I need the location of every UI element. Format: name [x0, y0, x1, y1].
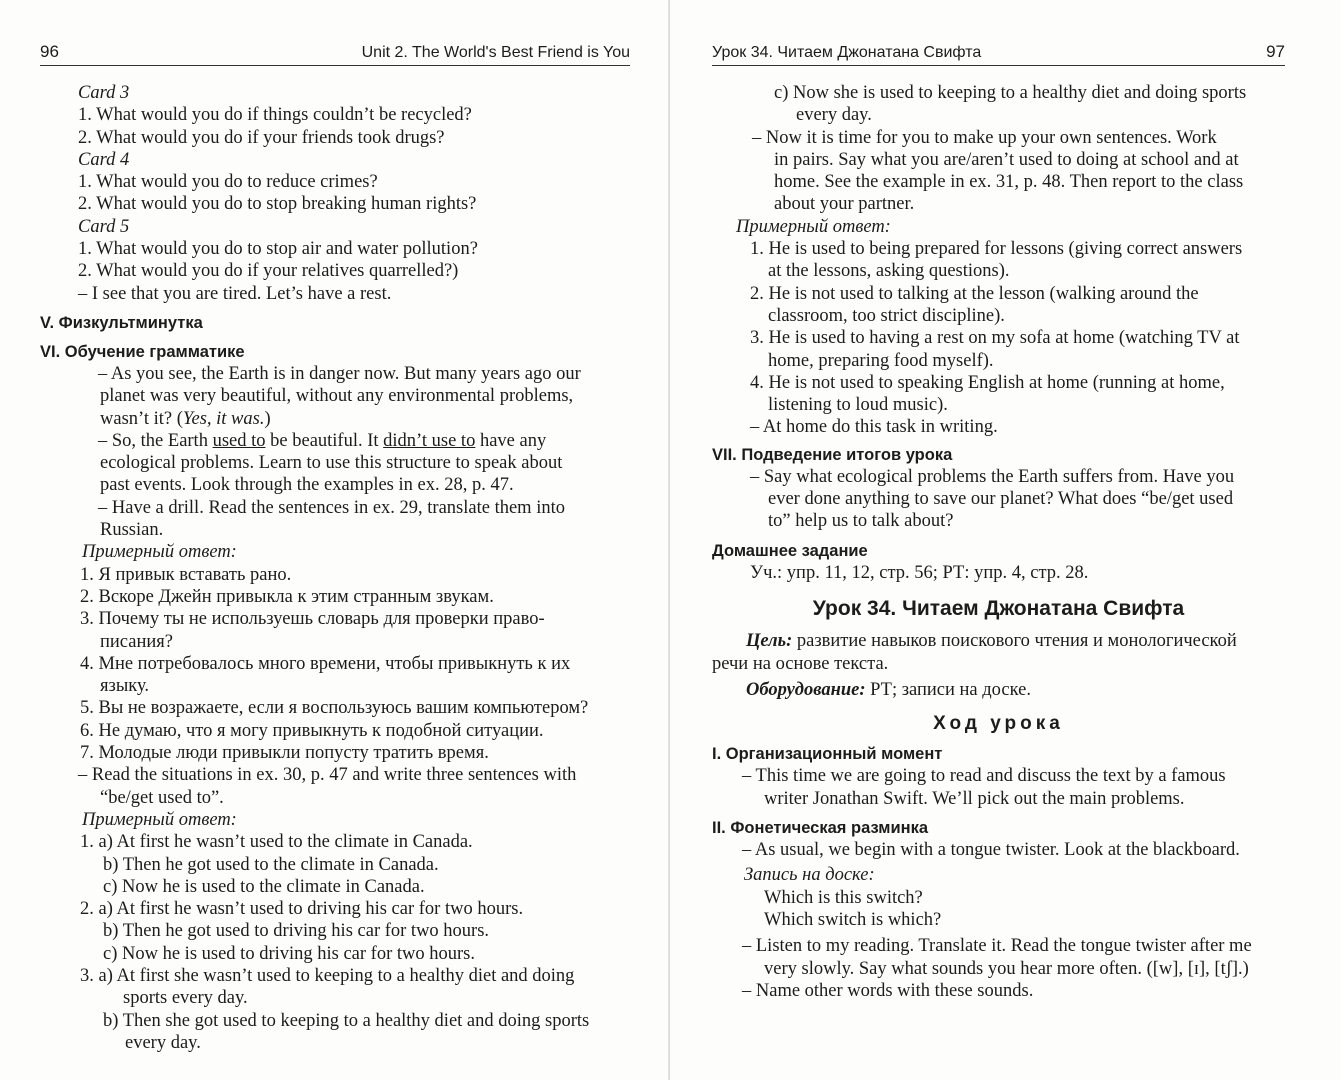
card4-q2: 2. What would you do to stop breaking human rights?: [78, 194, 477, 215]
card5-q1: 1. What would you do to stop air and water pollution?: [78, 239, 478, 260]
answer-3a-line1: 3. a) At first she wasn’t used to keeping to a healthy diet and doing: [80, 965, 575, 986]
para2-text-e: have any: [475, 430, 547, 451]
equipment-label: Оборудование:: [746, 679, 866, 700]
summary-line1: – Say what ecological problems the Earth suffers from. Have you: [750, 466, 1235, 487]
left-running-head: [40, 0, 630, 66]
summary-line3: to” help us to talk about?: [768, 511, 954, 532]
task-line3: home. See the example in ex. 31, p. 48. Then report to the class: [774, 172, 1244, 193]
card5-title: Card 5: [78, 216, 130, 237]
board-label: Запись на доске:: [744, 865, 875, 886]
goal-label: Цель:: [746, 631, 793, 652]
listen-line1: – Listen to my reading. Translate it. Read the tongue twister after me: [742, 936, 1252, 957]
underlined-used-to: used to: [212, 430, 266, 451]
right-page: [670, 0, 1340, 1080]
sample-answer-label-2: Примерный ответ:: [82, 809, 237, 830]
para1-line1: – As you see, the Earth is in danger now. But many years ago our: [98, 363, 581, 384]
org-line2: writer Jonathan Swift. We’ll pick out the main problems.: [764, 788, 1185, 809]
sample-4-line2: listening to loud music).: [768, 395, 948, 416]
ru-sentence-4-line1: 4. Мне потребовалось много времени, чтобы привыкнуть к их: [80, 653, 571, 674]
left-body: [40, 82, 630, 1054]
underlined-didnt-use-to: didn’t use to: [383, 430, 476, 451]
para1-line3: [40, 408, 630, 430]
card5-q2: 2. What would you do if your relatives quarrelled?): [78, 261, 459, 282]
ru-sentence-3-line2: писания?: [100, 631, 173, 652]
section-heading-6: VI. Обучение грамматике: [40, 342, 245, 361]
card4-q1: 1. What would you do to reduce crimes?: [78, 172, 378, 193]
org-line1: – This time we are going to read and discuss the text by a famous: [742, 766, 1226, 787]
ru-sentence-3-line1: 3. Почему ты не используешь словарь для проверки право-: [80, 609, 545, 630]
phonetic-line1: – As usual, we begin with a tongue twister. Look at the blackboard.: [742, 840, 1240, 861]
c-line1: c) Now she is used to keeping to a healthy diet and doing sports: [774, 83, 1247, 103]
sample-4-line1: 4. He is not used to speaking English at home (running at home,: [750, 372, 1225, 393]
sample-answer-label-1: Примерный ответ:: [82, 542, 237, 563]
listen-line2: very slowly. Say what sounds you hear more often. ([w], [ɪ], [tʃ].): [764, 958, 1249, 979]
section-heading-1: I. Организационный момент: [712, 745, 943, 764]
para1-close: ): [264, 408, 271, 429]
section-heading-7: VII. Подведение итогов урока: [712, 445, 953, 464]
answer-3a-line2: sports every day.: [123, 988, 248, 1009]
board-line2: Which switch is which?: [764, 909, 942, 930]
para1-text: wasn’t it? (: [100, 408, 183, 429]
equipment-line: [712, 679, 1285, 701]
answer-3b-line2: every day.: [125, 1032, 201, 1053]
left-page-number: 96: [40, 42, 59, 61]
goal-text: развитие навыков поискового чтения и монологической: [792, 631, 1237, 652]
answer-2a: 2. a) At first he wasn’t used to driving his car for two hours.: [80, 899, 524, 920]
card3-title: Card 3: [78, 83, 130, 103]
para2-text-c: be beautiful. It: [265, 430, 384, 451]
answer-2b: b) Then he got used to driving his car for two hours.: [103, 921, 490, 942]
task-line1: – Now it is time for you to make up your own sentences. Work: [752, 127, 1217, 148]
answer-1a: 1. a) At first he wasn’t used to the climate in Canada.: [80, 832, 473, 853]
ru-sentence-4-line2: языку.: [100, 676, 149, 697]
sample-3-line1: 3. He is used to having a rest on my sofa at home (watching TV at: [750, 328, 1240, 349]
equipment-text: РТ; записи на доске.: [865, 679, 1031, 700]
course-heading: Ход урока: [933, 713, 1064, 735]
section-heading-5: V. Физкультминутка: [40, 313, 203, 332]
ru-sentence-7: 7. Молодые люди привыкли попусту тратить время.: [80, 743, 489, 764]
para1-line2: planet was very beautiful, without any environmental problems,: [100, 386, 574, 407]
para2-text-a: – So, the Earth: [98, 430, 213, 451]
board-line1: Which is this switch?: [764, 887, 923, 908]
c-line2: every day.: [796, 105, 872, 126]
tired-line: – I see that you are tired. Let’s have a rest.: [78, 283, 392, 304]
section-heading-2: II. Фонетическая разминка: [712, 819, 929, 838]
sample-answer-label-3: Примерный ответ:: [736, 216, 891, 237]
para4-line1: – Read the situations in ex. 30, p. 47 and write three sentences with: [78, 765, 577, 786]
answer-1b: b) Then he got used to the climate in Canada.: [103, 854, 439, 875]
para2-line2: ecological problems. Learn to use this structure to speak about: [100, 453, 563, 474]
para4-line2: “be/get used to”.: [100, 787, 224, 808]
card4-title: Card 4: [78, 149, 130, 170]
homework-instruction: – At home do this task in writing.: [750, 417, 998, 438]
left-page: [0, 0, 670, 1080]
para1-italic-answer: Yes, it was.: [182, 408, 265, 429]
sample-2-line1: 2. He is not used to talking at the lesson (walking around the: [750, 283, 1199, 304]
ru-sentence-1: 1. Я привык вставать рано.: [80, 564, 292, 585]
sample-1-line2: at the lessons, asking questions).: [768, 261, 1010, 282]
para2-line1: [40, 430, 630, 452]
sample-1-line1: 1. He is used to being prepared for lessons (giving correct answers: [750, 239, 1243, 260]
task-line2: in pairs. Say what you are/aren’t used to doing at school and at: [774, 149, 1239, 170]
lesson-title: Урок 34. Читаем Джонатана Свифта: [812, 596, 1185, 620]
ru-sentence-2: 2. Вскоре Джейн привыкла к этим странным звукам.: [80, 586, 494, 607]
left-running-title: Unit 2. The World's Best Friend is You: [361, 44, 630, 61]
answer-2c: c) Now he is used to driving his car for two hours.: [103, 943, 475, 964]
answer-1c: c) Now he is used to the climate in Canada.: [103, 876, 425, 897]
right-body: [712, 82, 1285, 1002]
summary-line2: ever done anything to save our planet? What does “be/get used: [768, 489, 1234, 510]
right-page-number: 97: [1266, 42, 1285, 61]
answer-3b-line1: b) Then she got used to keeping to a healthy diet and doing sports: [103, 1010, 590, 1031]
goal-line1: [712, 630, 1285, 652]
card3-q2: 2. What would you do if your friends took drugs?: [78, 127, 445, 148]
card3-q1: 1. What would you do if things couldn’t be recycled?: [78, 105, 472, 126]
homework-text: Уч.: упр. 11, 12, стр. 56; РТ: упр. 4, стр. 28.: [750, 562, 1089, 583]
right-running-head: [712, 0, 1285, 66]
task-line4: about your partner.: [774, 194, 915, 215]
ru-sentence-5: 5. Вы не возражаете, если я воспользуюсь вашим компьютером?: [80, 698, 589, 719]
right-running-title: Урок 34. Читаем Джонатана Свифта: [712, 44, 982, 61]
para2-line3: past events. Look through the examples in ex. 28, p. 47.: [100, 475, 514, 496]
para3-line2: Russian.: [100, 520, 164, 541]
ru-sentence-6: 6. Не думаю, что я могу привыкнуть к подобной ситуации.: [80, 720, 544, 741]
sample-3-line2: home, preparing food myself).: [768, 350, 994, 371]
homework-heading: Домашнее задание: [712, 541, 868, 560]
sample-2-line2: classroom, too strict discipline).: [768, 305, 1005, 326]
goal-line2: речи на основе текста.: [712, 653, 889, 674]
para3-line1: – Have a drill. Read the sentences in ex. 29, translate them into: [98, 497, 565, 518]
name-words-line: – Name other words with these sounds.: [742, 980, 1034, 1001]
